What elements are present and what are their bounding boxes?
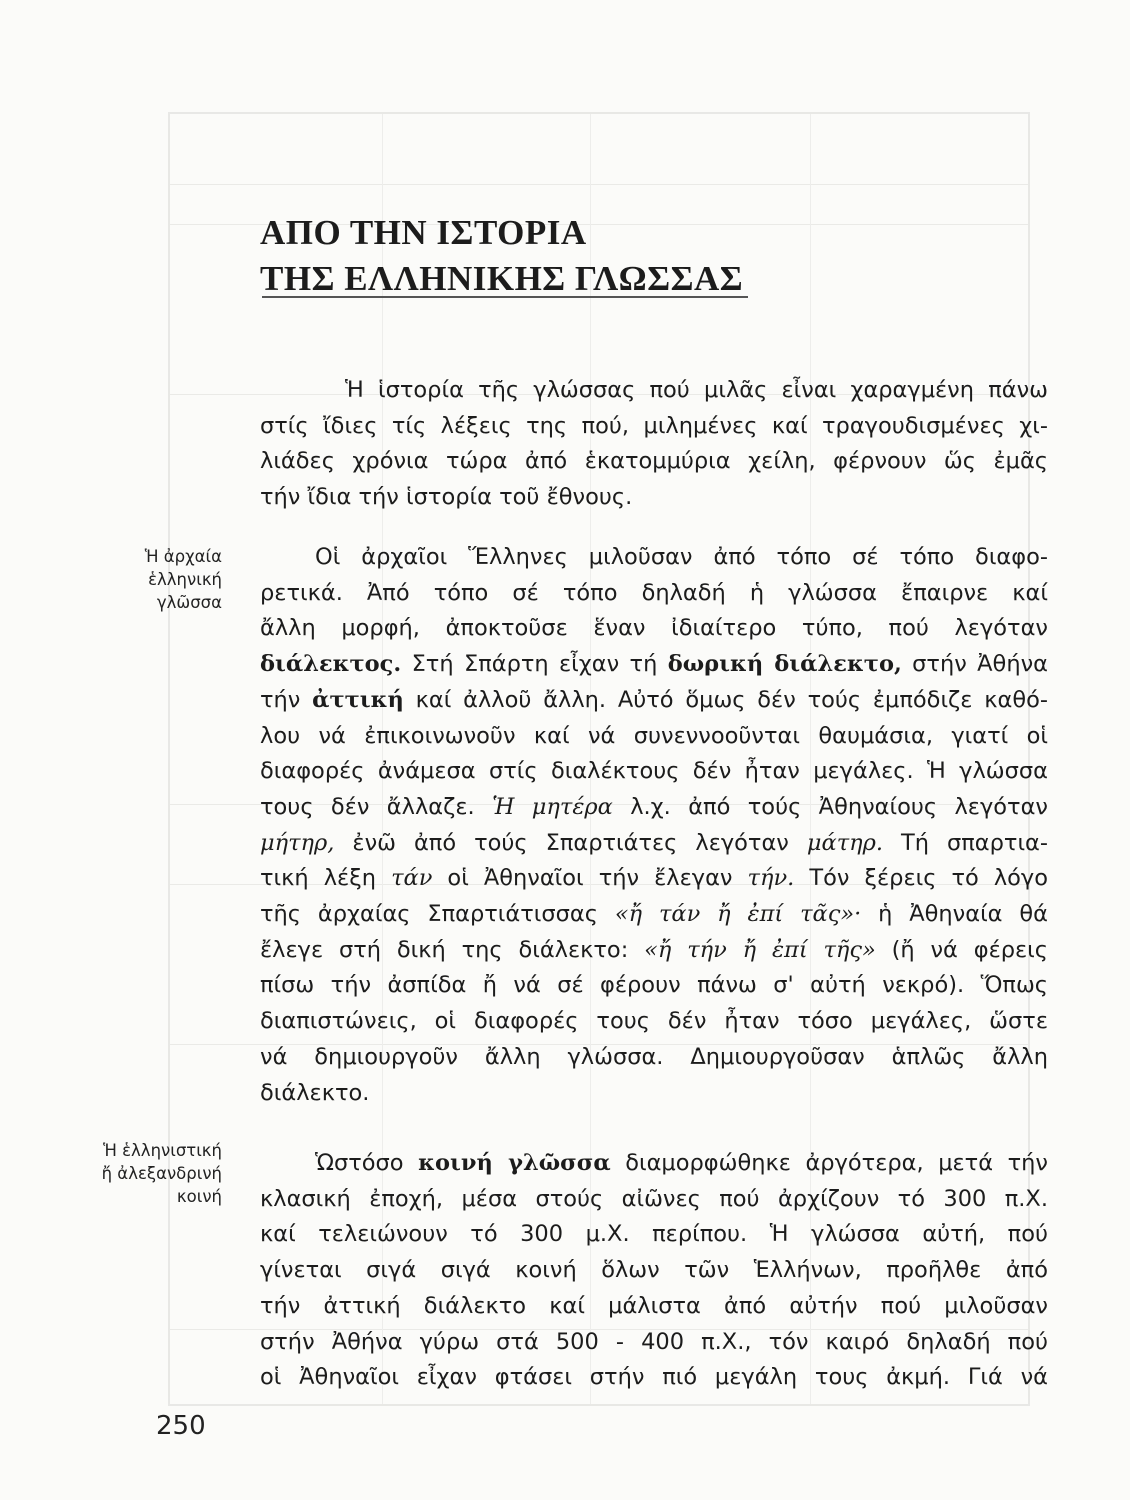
term-dialect: διάλεκτος.: [260, 651, 402, 678]
text-line: γίνεται σιγά σιγά κοινή ὅλων τῶν Ἑλλήνων, προῆλθε ἀπό: [260, 1257, 1048, 1284]
margin-note-line: γλῶσσα: [156, 593, 222, 612]
margin-note-line: ἤ ἀλεξανδρινή: [101, 1164, 222, 1183]
italic-run: τήν.: [747, 865, 795, 892]
text-run: λ.χ. ἀπό τούς Ἀθηναίους λεγόταν: [612, 793, 1049, 820]
italic-run: «ἤ τήν ἤ ἐπί τῆς»: [644, 936, 876, 963]
text-run: Τή σπαρτια-: [883, 829, 1049, 856]
text-run: τική λέξη: [260, 865, 392, 892]
text-run: τήν: [260, 686, 313, 713]
text-run: ἐνῶ ἀπό τούς Σπαρτιάτες λεγόταν: [334, 829, 807, 856]
text-run: στήν Ἀθήνα: [901, 651, 1048, 678]
italic-run: «ἤ τάν ἤ ἐπί τᾶς»·: [614, 901, 862, 928]
text-line: [260, 647, 1048, 683]
term-attic: ἀττική: [312, 686, 404, 713]
text-line: Ἡ ἱστορία τῆς γλώσσας πού μιλᾶς εἶναι χαραγμένη πάνω: [345, 377, 1048, 403]
text-line: [260, 826, 1048, 862]
margin-note-koine: [92, 1139, 222, 1208]
margin-note-line: ἑλληνική: [148, 570, 222, 589]
text-line: στίς ἴδιες τίς λέξεις της πού, μιλημένες καί τραγουδισμένες χι-: [260, 412, 1048, 439]
text-run: οἱ Ἀθηναῖοι τήν ἔλεγαν: [432, 865, 748, 892]
text-line: ἄλλη μορφή, ἀποκτοῦσε ἕναν ἰδιαίτερο τύπο, πού λεγόταν: [260, 615, 1048, 642]
margin-note-line: Ἡ ἑλληνιστική: [103, 1141, 222, 1160]
text-line: στήν Ἀθήνα γύρω στά 500 - 400 π.Χ., τόν καιρό δηλαδή πού: [260, 1328, 1048, 1355]
text-line: οἱ Ἀθηναῖοι εἶχαν φτάσει στήν πιό μεγάλη τους ἀκμή. Γιά νά: [260, 1364, 1048, 1391]
text-run: τους δέν ἄλλαζε.: [260, 793, 493, 820]
text-run: ἡ Ἀθηναία θά: [861, 901, 1048, 928]
italic-run: Ἡ μητέρα: [492, 793, 613, 820]
term-doric: δωρική διάλεκτο,: [667, 651, 902, 678]
paragraph-3: [260, 1146, 1048, 1396]
italic-run: τάν: [391, 865, 433, 892]
title-line-2: ΤΗΣ ΕΛΛΗΝΙΚΗΣ ΓΛΩΣΣΑΣ: [260, 259, 744, 298]
text-line: νά δημιουργοῦν ἄλλη γλώσσα. Δημιουργοῦσαν ἁπλῶς ἄλλη: [260, 1043, 1048, 1070]
paragraph-2: [260, 540, 1048, 1111]
text-line: κλασική ἐποχή, μέσα στούς αἰῶνες πού ἀρχίζουν τό 300 π.Χ.: [260, 1185, 1048, 1212]
text-line: [260, 683, 1048, 719]
text-line: λου νά ἐπικοινωνοῦν καί νά συνεννοοῦνται θαυμάσια, γιατί οἱ: [260, 722, 1048, 749]
text-line: καί τελειώνουν τό 300 μ.Χ. περίπου. Ἡ γλώσσα αὐτή, πού: [260, 1221, 1048, 1248]
text-line: διαπιστώνεις, οἱ διαφορές τους δέν ἦταν τόσο μεγάλες, ὥστε: [260, 1008, 1048, 1035]
text-run: τῆς ἀρχαίας Σπαρτιάτισσας: [260, 901, 615, 928]
margin-note-line: κοινή: [176, 1187, 222, 1206]
paragraph-1: [260, 373, 1048, 516]
text-run: Τόν ξέρεις τό λόγο: [794, 865, 1048, 892]
text-run: ἔλεγε στή δική της διάλεκτο:: [260, 936, 645, 963]
page-title: [260, 210, 743, 302]
margin-note-line: Ἡ ἀρχαία: [144, 547, 222, 566]
text-line: [260, 1146, 1048, 1182]
italic-run: μάτηρ.: [806, 829, 883, 856]
text-line: τήν ἀττική διάλεκτο καί μάλιστα ἀπό αὐτήν πού μιλοῦσαν: [260, 1292, 1048, 1319]
text-run: Στή Σπάρτη εἶχαν τή: [401, 651, 668, 678]
text-line: λιάδες χρόνια τώρα ἀπό ἑκατομμύρια χείλη, φέρνουν ὥς ἐμᾶς: [260, 448, 1048, 475]
text-line: ρετικά. Ἀπό τόπο σέ τόπο δηλαδή ἡ γλώσσα ἔπαιρνε καί: [260, 579, 1048, 606]
text-line: πίσω τήν ἀσπίδα ἤ νά σέ φέρουν πάνω σ' αὐτή νεκρό). Ὅπως: [260, 972, 1048, 999]
text-line: [260, 790, 1048, 826]
italic-run: μήτηρ,: [260, 829, 335, 856]
text-line: [260, 897, 1048, 933]
text-line: Οἱ ἀρχαῖοι Ἕλληνες μιλοῦσαν ἀπό τόπο σέ τόπο διαφο-: [315, 544, 1048, 570]
title-underline: [262, 296, 748, 298]
margin-note-ancient-greek: [92, 545, 222, 614]
text-line: [260, 933, 1048, 969]
term-koine: κοινή γλῶσσα: [418, 1150, 611, 1176]
text-line: διάλεκτο.: [260, 1079, 370, 1106]
title-line-1: ΑΠΟ ΤΗΝ ΙΣΤΟΡΙΑ: [260, 213, 587, 252]
text-run: Ὡστόσο: [315, 1150, 419, 1176]
page-number: 250: [156, 1411, 206, 1441]
text-line: διαφορές ἀνάμεσα στίς διαλέκτους δέν ἦταν μεγάλες. Ἡ γλώσσα: [260, 758, 1048, 785]
text-run: καί ἀλλοῦ ἄλλη. Αὐτό ὅμως δέν τούς ἐμπόδιζε καθό-: [403, 686, 1048, 713]
text-run: διαμορφώθηκε ἀργότερα, μετά τήν: [610, 1150, 1048, 1176]
text-line: τήν ἴδια τήν ἱστορία τοῦ ἔθνους.: [260, 484, 633, 511]
text-run: (ἤ νά φέρεις: [875, 936, 1048, 963]
text-line: [260, 861, 1048, 897]
